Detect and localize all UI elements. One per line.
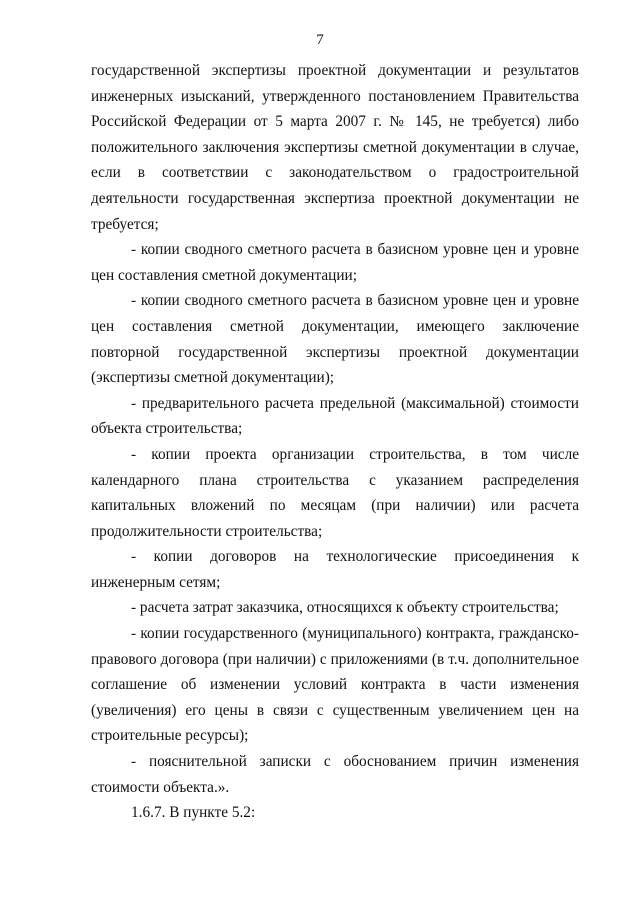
paragraph-list-item: - копии сводного сметного расчета в базисном уровне цен и уровне цен составления сметной документации, имеющего заключение повторной государственной экспертизы проектной документации (экспертизы сметной документации); xyxy=(91,292,579,387)
paragraph-list-item: - предварительного расчета предельной (максимальной) стоимости объекта строительства; xyxy=(91,394,579,438)
document-body xyxy=(91,58,579,826)
paragraph-list-item: - расчета затрат заказчика, относящихся к объекту строительства; xyxy=(131,599,559,617)
paragraph-continuation: государственной экспертизы проектной документации и результатов инженерных изысканий, утвержденного постановлением Правительства Российской Федерации от 5 марта 2007 г. № 145, не требуется) либо положительного заключения экспертизы сметной документации в случае, если в соответствии с законодательством о градостроительной деятельности государственная экспертиза проектной документации не требуется; xyxy=(91,62,579,233)
paragraph-list-item: - копии сводного сметного расчета в базисном уровне цен и уровне цен составления сметной документации; xyxy=(91,241,579,284)
paragraph-list-item: - пояснительной записки с обоснованием причин изменения стоимости объекта.». xyxy=(91,753,579,796)
paragraph-list-item: - копии государственного (муниципального) контракта, гражданско-правового договора (при наличии) с приложениями (в т.ч. дополнительное соглашение об изменении условий контракта в части изменения (увеличения) его цены в связи с существенным увеличением цен на строительные ресурсы); xyxy=(91,625,579,745)
section-heading: 1.6.7. В пункте 5.2: xyxy=(131,804,256,822)
paragraph-list-item: - копии проекта организации строительства, в том числе календарного плана строительства с указанием распределения капитальных вложений по месяцам (при наличии) или расчета продолжительности строительства; xyxy=(91,445,579,540)
page-number: 7 xyxy=(316,32,324,48)
paragraph-list-item: - копии договоров на технологические присоединения к инженерным сетям; xyxy=(91,548,579,591)
